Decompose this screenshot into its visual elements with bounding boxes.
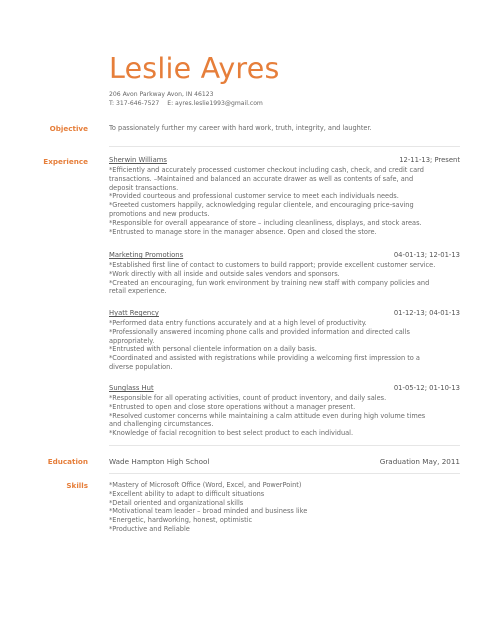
- job-bullet: *Established first line of contact to customers to build rapport; provide excellent customer service.: [109, 261, 436, 269]
- skill-item: *Mastery of Microsoft Office (Word, Excel, and PowerPoint): [109, 481, 302, 489]
- employer: Sunglass Hut: [109, 384, 154, 392]
- job-bullet: *Entrusted to open and close store operations without a manager present.: [109, 402, 356, 411]
- skill-item: *Productive and Reliable: [109, 524, 190, 533]
- job-entry: [109, 309, 460, 372]
- job-dates: 12-11-13; Present: [399, 156, 460, 164]
- job-entry: [109, 251, 460, 296]
- job-dates: 01-05-12; 01-10-13: [393, 384, 460, 392]
- job-bullet: *Entrusted with personal clientele information on a daily basis.: [109, 345, 317, 354]
- job-bullet: deposit transactions.: [109, 183, 179, 192]
- graduation-date: Graduation May, 2011: [379, 457, 460, 466]
- education-entry: [109, 457, 460, 466]
- skills-list: [109, 481, 460, 534]
- objective-text: To passionately further my career with hard work, truth, integrity, and laughter.: [109, 124, 372, 132]
- divider: [109, 473, 460, 474]
- job-bullet: retail experience.: [109, 287, 167, 296]
- job-bullet: transactions. –Maintained and balanced an accurate drawer as well as contents of safe, and: [109, 174, 414, 183]
- job-bullet: *Efficiently and accurately processed customer checkout including cash, check, and credit card: [109, 166, 424, 174]
- job-entry: [109, 156, 460, 236]
- job-bullet: *Work directly with all inside and outside sales vendors and sponsors.: [109, 269, 340, 278]
- job-bullet: *Provided courteous and professional customer service to meet each individuals needs.: [109, 192, 399, 201]
- job-bullet: *Entrusted to manage store in the manager absence. Open and closed the store.: [109, 227, 377, 236]
- school-name: Wade Hampton High School: [109, 457, 210, 466]
- candidate-name: Leslie Ayres: [109, 52, 280, 85]
- address: 206 Avon Parkway Avon, IN 46123: [109, 91, 214, 98]
- contact-info: [109, 91, 263, 109]
- job-bullet: *Coordinated and assisted with registrations while providing a welcoming first impression to a: [109, 354, 420, 363]
- phone-email-line: [109, 100, 263, 109]
- job-bullet: *Created an encouraging, fun work environment by training new staff with company policies and: [109, 278, 430, 287]
- skill-item: *Detail oriented and organizational skills: [109, 498, 244, 507]
- skill-item: *Excellent ability to adapt to difficult situations: [109, 489, 265, 498]
- objective-label: Objective: [49, 124, 88, 133]
- skill-item: *Energetic, hardworking, honest, optimistic: [109, 516, 253, 525]
- education-section: [0, 457, 495, 466]
- job-bullet: *Responsible for overall appearance of store – including cleanliness, displays, and stock areas.: [109, 218, 422, 227]
- employer: Marketing Promotions: [109, 251, 184, 259]
- education-label: Education: [47, 457, 88, 466]
- job-bullet: *Knowledge of facial recognition to best select product to each individual.: [109, 429, 354, 438]
- job-dates: 04-01-13; 12-01-13: [393, 251, 460, 259]
- job-entry: [109, 384, 460, 438]
- job-bullet: and challenging circumstances.: [109, 420, 214, 429]
- skill-item: *Motivational team leader – broad minded and business like: [109, 507, 308, 516]
- job-bullet: diverse population.: [109, 362, 173, 371]
- employer: Hyatt Regency: [109, 309, 159, 317]
- email: E: ayres.leslie1993@gmail.com: [167, 99, 263, 107]
- job-bullet: *Resolved customer concerns while maintaining a calm attitude even during high volume times: [109, 411, 426, 420]
- job-bullet: appropriately.: [109, 336, 155, 345]
- experience-label: Experience: [43, 157, 88, 166]
- skills-label: Skills: [66, 481, 88, 490]
- phone: T: 317-646-7527: [109, 99, 160, 107]
- employer: Sherwin Williams: [109, 156, 167, 164]
- job-bullet: promotions and new products.: [109, 209, 210, 218]
- job-dates: 01-12-13; 04-01-13: [393, 309, 460, 317]
- job-bullet: *Professionally answered incoming phone calls and provided information and directed calls: [109, 327, 410, 336]
- divider: [109, 146, 460, 147]
- job-bullet: *Performed data entry functions accurately and at a high level of productivity.: [109, 319, 367, 327]
- job-bullet: *Responsible for all operating activities, count of product inventory, and daily sales.: [109, 394, 387, 402]
- divider: [109, 445, 460, 446]
- job-bullet: *Greeted customers happily, acknowledging regular clientele, and encouraging price-saving: [109, 201, 414, 210]
